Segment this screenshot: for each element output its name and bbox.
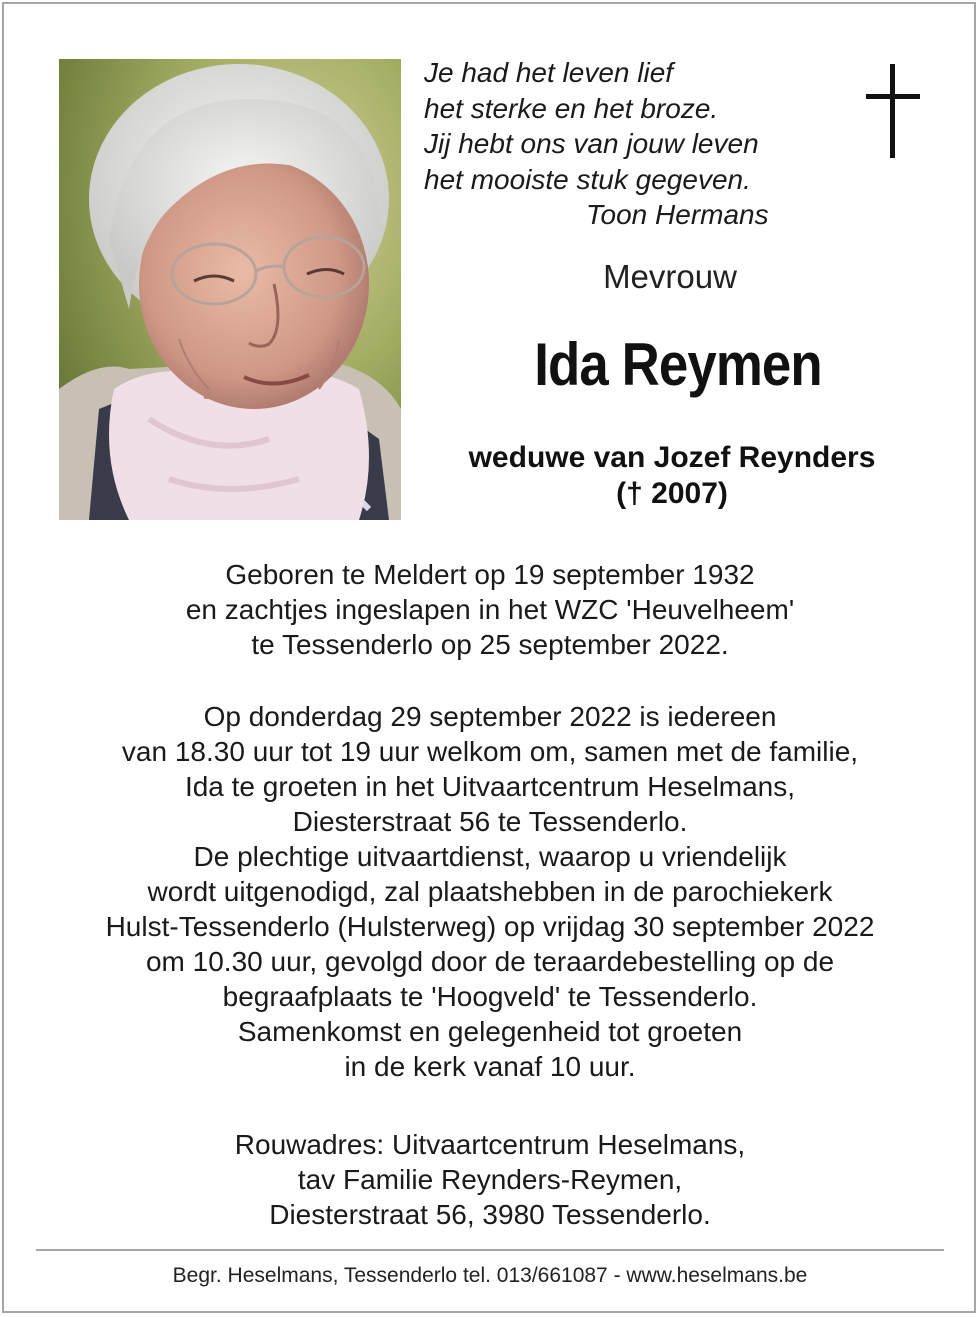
text-line: om 10.30 uur, gevolgd door de teraardebestelling op de [145,946,835,977]
text-line: Hulst-Tessenderlo (Hulsterweg) op vrijdag 30 september 2022 [105,911,875,942]
deceased-name: Ida Reymen [534,331,822,398]
mourning-address [30,1127,950,1232]
text-line: De plechtige uitvaartdienst, waarop u vriendelijk [193,841,787,872]
spouse-info [410,440,934,512]
text-line: Rouwadres: Uitvaartcentrum Heselmans, [234,1129,746,1160]
birth-paragraph [30,557,950,662]
poem-line: het sterke en het broze. [424,92,719,124]
text-line: tav Familie Reynders-Reymen, [297,1164,683,1195]
spouse-death-year: († 2007) [616,477,728,510]
portrait-photo [59,59,401,520]
cross-icon [866,64,920,158]
salutation: Mevrouw [603,258,737,295]
poem-line: Je had het leven lief [424,57,674,88]
poem-line: het mooiste stuk gegeven. [424,163,751,195]
spouse-line: weduwe van Jozef Reynders [468,441,876,474]
text-line: Op donderdag 29 september 2022 is iedereen [203,701,777,732]
text-line: Samenkomst en gelegenheid tot groeten [237,1016,743,1047]
footer-divider [36,1249,944,1251]
text-line: van 18.30 uur tot 19 uur welkom om, samen met de familie, [121,736,859,767]
text-line: Geboren te Meldert op 19 september 1932 [225,559,755,590]
text-line: en zachtjes ingeslapen in het WZC 'Heuvelheem' [185,594,795,625]
ceremony-paragraph [30,699,950,1084]
text-line: begraafplaats te 'Hoogveld' te Tessenderlo. [222,981,758,1012]
text-line: te Tessenderlo op 25 september 2022. [251,629,729,660]
text-line: Diesterstraat 56 te Tessenderlo. [292,806,688,837]
poem-author: Toon Hermans [586,199,769,230]
text-line: wordt uitgenodigd, zal plaatshebben in de parochiekerk [147,876,833,907]
footer-credit: Begr. Heselmans, Tessenderlo tel. 013/661087 - www.heselmans.be [172,1264,808,1287]
text-line: Diesterstraat 56, 3980 Tessenderlo. [269,1199,711,1230]
poem [424,55,844,233]
poem-line: Jij hebt ons van jouw leven [424,128,759,159]
text-line: Ida te groeten in het Uitvaartcentrum Heselmans, [184,771,796,802]
text-line: in de kerk vanaf 10 uur. [344,1051,636,1082]
